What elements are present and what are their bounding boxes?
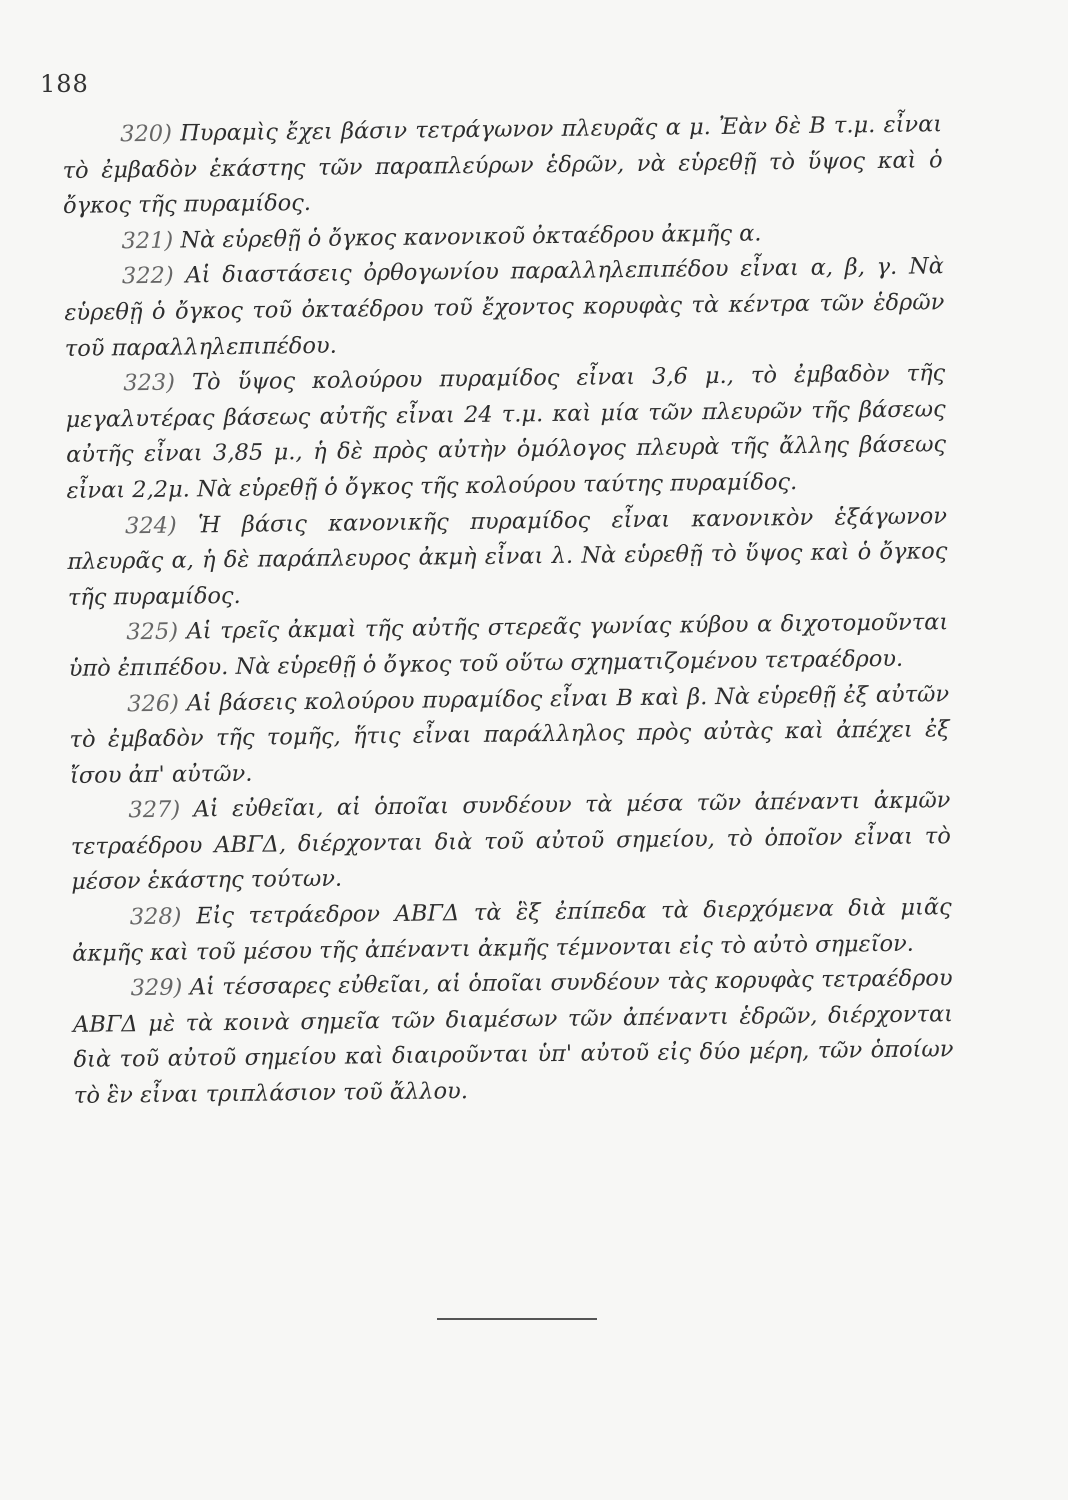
exercise-number: 328) bbox=[129, 903, 182, 931]
page-number: 188 bbox=[40, 70, 89, 98]
exercise-number: 327) bbox=[128, 796, 181, 824]
exercise-number: 325) bbox=[126, 618, 179, 646]
exercise-number: 321) bbox=[121, 227, 174, 255]
exercise-327 bbox=[70, 783, 951, 901]
exercise-325 bbox=[68, 606, 949, 688]
exercise-number: 326) bbox=[127, 690, 180, 717]
exercise-text: Πυραμὶς ἔχει βάσιν τετράγωνον πλευρᾶς α μ. Ἐὰν δὲ Β τ.μ. εἶναι τὸ ἐμβαδὸν ἑκάστης τῶν παραπλεύρων ἑδρῶν, νὰ εὑρεθῇ τὸ ὕψος καὶ ὁ ὄγκος τῆς πυραμίδος. bbox=[62, 111, 943, 220]
exercise-320 bbox=[62, 107, 943, 225]
exercise-list bbox=[62, 107, 954, 1114]
exercise-text: Αἱ τρεῖς ἀκμαὶ τῆς αὐτῆς στερεᾶς γωνίας κύβου α διχοτομοῦνται ὑπὸ ἐπιπέδου. Νὰ εὑρεθῇ ὁ ὄγκος τοῦ οὕτω σχηματιζομένου τετραέδρου. bbox=[68, 609, 949, 682]
exercise-text: Αἱ τέσσαρες εὐθεῖαι, αἱ ὁποῖαι συνδέουν τὰς κορυφὰς τετραέδρου ΑΒΓΔ μὲ τὰ κοινὰ σημεῖα τῶν διαμέσων τῶν ἀπέναντι ἑδρῶν, διέρχονται διὰ τοῦ αὐτοῦ σημείου καὶ διαιροῦνται ὑπ' αὐτοῦ εἰς δύο μέρη, τῶν ὁποίων τὸ ἓν εἶναι τριπλάσιον τοῦ ἄλλου. bbox=[72, 965, 954, 1109]
exercise-323 bbox=[65, 356, 947, 509]
exercise-text: Αἱ εὐθεῖαι, αἱ ὁποῖαι συνδέουν τὰ μέσα τῶν ἀπέναντι ἀκμῶν τετραέδρου ΑΒΓΔ, διέρχονται διὰ τοῦ αὐτοῦ σημείου, τὸ ὁποῖον εἶναι τὸ μέσον ἑκάστης τούτων. bbox=[70, 787, 951, 896]
exercise-number: 329) bbox=[130, 974, 183, 1002]
exercise-number: 324) bbox=[124, 512, 177, 539]
exercise-326 bbox=[69, 677, 950, 795]
exercise-text: Τὸ ὕψος κολούρου πυραμίδος εἶναι 3,6 μ., τὸ ἐμβαδὸν τῆς μεγαλυτέρας βάσεως αὐτῆς εἶναι 24 τ.μ. καὶ μία τῶν πλευρῶν τῆς βάσεως αὐτῆς εἶναι 3,85 μ., ἡ δὲ πρὸς αὐτὴν ὁμόλογος πλευρὰ τῆς ἄλλης βάσεως εἶναι 2,2μ. Νὰ εὑρεθῇ ὁ ὄγκος τῆς κολούρου ταύτης πυραμίδος. bbox=[65, 360, 947, 504]
exercise-329 bbox=[72, 961, 954, 1114]
exercise-328 bbox=[72, 890, 953, 972]
exercise-text: Αἱ βάσεις κολούρου πυραμίδος εἶναι Β καὶ β. Νὰ εὑρεθῇ ἐξ αὐτῶν τὸ ἐμβαδὸν τῆς τομῆς, ἥτις εἶναι παράλληλος πρὸς αὐτὰς καὶ ἀπέχει ἐξ ἴσου ἀπ' αὐτῶν. bbox=[69, 680, 950, 789]
exercise-text: Ἡ βάσις κανονικῆς πυραμίδος εἶναι κανονικὸν ἑξάγωνον πλευρᾶς α, ἡ δὲ παράπλευρος ἀκμὴ εἶναι λ. Νὰ εὑρεθῇ τὸ ὕψος καὶ ὁ ὄγκος τῆς πυραμίδος. bbox=[67, 502, 948, 611]
exercise-text: Εἰς τετράεδρον ΑΒΓΔ τὰ ἓξ ἐπίπεδα τὰ διερχόμενα διὰ μιᾶς ἀκμῆς καὶ τοῦ μέσου τῆς ἀπέναντι ἀκμῆς τέμνονται εἰς τὸ αὐτὸ σημεῖον. bbox=[72, 894, 952, 967]
exercise-number: 323) bbox=[123, 369, 176, 397]
exercise-322 bbox=[64, 250, 945, 368]
exercise-number: 322) bbox=[121, 263, 174, 290]
exercise-text: Νὰ εὑρεθῇ ὁ ὄγκος κανονικοῦ ὀκταέδρου ἀκμῆς α. bbox=[180, 220, 762, 254]
exercise-number: 320) bbox=[120, 120, 173, 148]
exercise-text: Αἱ διαστάσεις ὀρθογωνίου παραλληλεπιπέδου εἶναι α, β, γ. Νὰ εὑρεθῇ ὁ ὄγκος τοῦ ὀκταέδρου τοῦ ἔχοντος κορυφὰς τὰ κέντρα τῶν ἑδρῶν τοῦ παραλληλεπιπέδου. bbox=[64, 253, 945, 362]
section-divider bbox=[437, 1318, 597, 1320]
exercise-324 bbox=[67, 499, 948, 617]
